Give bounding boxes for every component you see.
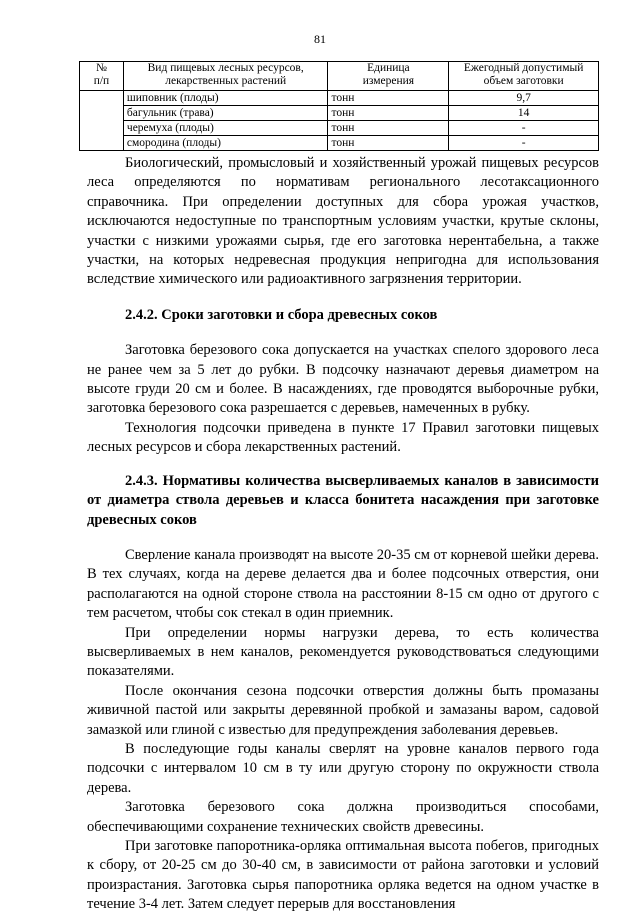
header-resource-type: Вид пищевых лесных ресурсов, лекарственных растений (123, 62, 328, 91)
header-number: № п/п (80, 62, 124, 91)
table-row (80, 106, 599, 121)
table-row (80, 121, 599, 136)
resource-table (79, 61, 599, 151)
header-unit: Единица измерения (328, 62, 449, 91)
paragraph-tapping-technology: Технология подсочки приведена в пункте 17 Правил заготовки пищевых лесных ресурсов и сбора лекарственных растений. (87, 419, 599, 456)
cell-volume: - (449, 136, 599, 151)
paragraph-harvest-norms: Биологический, промысловый и хозяйственный урожай пищевых ресурсов леса определяются по нормативам регионального лесотаксационного справочника. При определении доступных для сбора урожая участков, исключаются недоступные по транспортным условиям участки, крутые склоны, участки с низкими урожаями сырья, где его заготовка нерентабельна, а также участки, на которых недревесная продукция непригодна для использования вследствие химического или радиоактивного загрязнения территории. (87, 155, 599, 288)
cell-volume: 14 (449, 106, 599, 121)
cell-volume: 9,7 (449, 91, 599, 106)
section-heading-2-4-3: 2.4.3. Нормативы количества высверливаемых каналов в зависимости от диаметра ствола деревьев и класса бонитета насаждения при заготовке древесных соков (87, 472, 599, 528)
header-annual-volume: Ежегодный допустимый объем заготовки (449, 62, 599, 91)
cell-unit: тонн (328, 106, 449, 121)
cell-volume: - (449, 121, 599, 136)
paragraph-following-years: В последующие годы каналы сверлят на уровне каналов первого года подсочки с интервалом 10 см в ту или другую сторону по окружности ствола дерева. (87, 740, 599, 796)
paragraph-bracken-fern: При заготовке папоротника-орляка оптимальная высота побегов, пригодных к сбору, от 20-25 см до 30-40 см, в зависимости от района заготовки и условий произрастания. Заготовка сырья папоротника орляка ведется на одном участке в течение 3-4 лет. Затем следует перерыв для восстановления (87, 838, 599, 913)
cell-resource-name: шиповник (плоды) (123, 91, 328, 106)
paragraph-load-norms: При определении нормы нагрузки дерева, то есть количества высверливаемых в нем каналов, рекомендуется руководствоваться следующими показателями. (87, 624, 599, 680)
cell-resource-name: черемуха (плоды) (123, 121, 328, 136)
cell-resource-name: смородина (плоды) (123, 136, 328, 151)
table-header (80, 62, 599, 91)
table-row (80, 136, 599, 151)
paragraph-wood-properties: Заготовка березового сока должна производиться способами, обеспечивающими сохранение технических свойств древесины. (87, 799, 599, 835)
cell-unit: тонн (328, 136, 449, 151)
cell-unit: тонн (328, 91, 449, 106)
cell-unit: тонн (328, 121, 449, 136)
page-number: 81 (314, 32, 326, 46)
document-body (87, 154, 599, 915)
paragraph-birch-sap: Заготовка березового сока допускается на участках спелого здорового леса не ранее чем за 5 лет до рубки. В подсочку назначают деревья диаметром на высоте груди 20 см и более. В насаждениях, где проводятся выборочные рубки, заготовка березового сока разрешается с деревьев, намеченных в рубку. (87, 342, 599, 417)
cell-number (80, 91, 124, 151)
cell-resource-name: багульник (трава) (123, 106, 328, 121)
table-row (80, 91, 599, 106)
paragraph-drilling-height: Сверление канала производят на высоте 20-35 см от корневой шейки дерева. В тех случаях, когда на дереве делается два и более подсочных отверстия, они располагаются на одной стороне ствола на расстоянии 8-15 см одно от другого с тем расчетом, чтобы сок стекал в один приемник. (87, 546, 599, 622)
paragraph-sealing-holes: После окончания сезона подсочки отверстия должны быть промазаны живичной пастой или закрыты деревянной пробкой и замазаны варом, садовой замазкой или глиной с известью для предупреждения заболевания деревьев. (87, 682, 599, 738)
section-heading-2-4-2: 2.4.2. Сроки заготовки и сбора древесных соков (125, 306, 438, 323)
